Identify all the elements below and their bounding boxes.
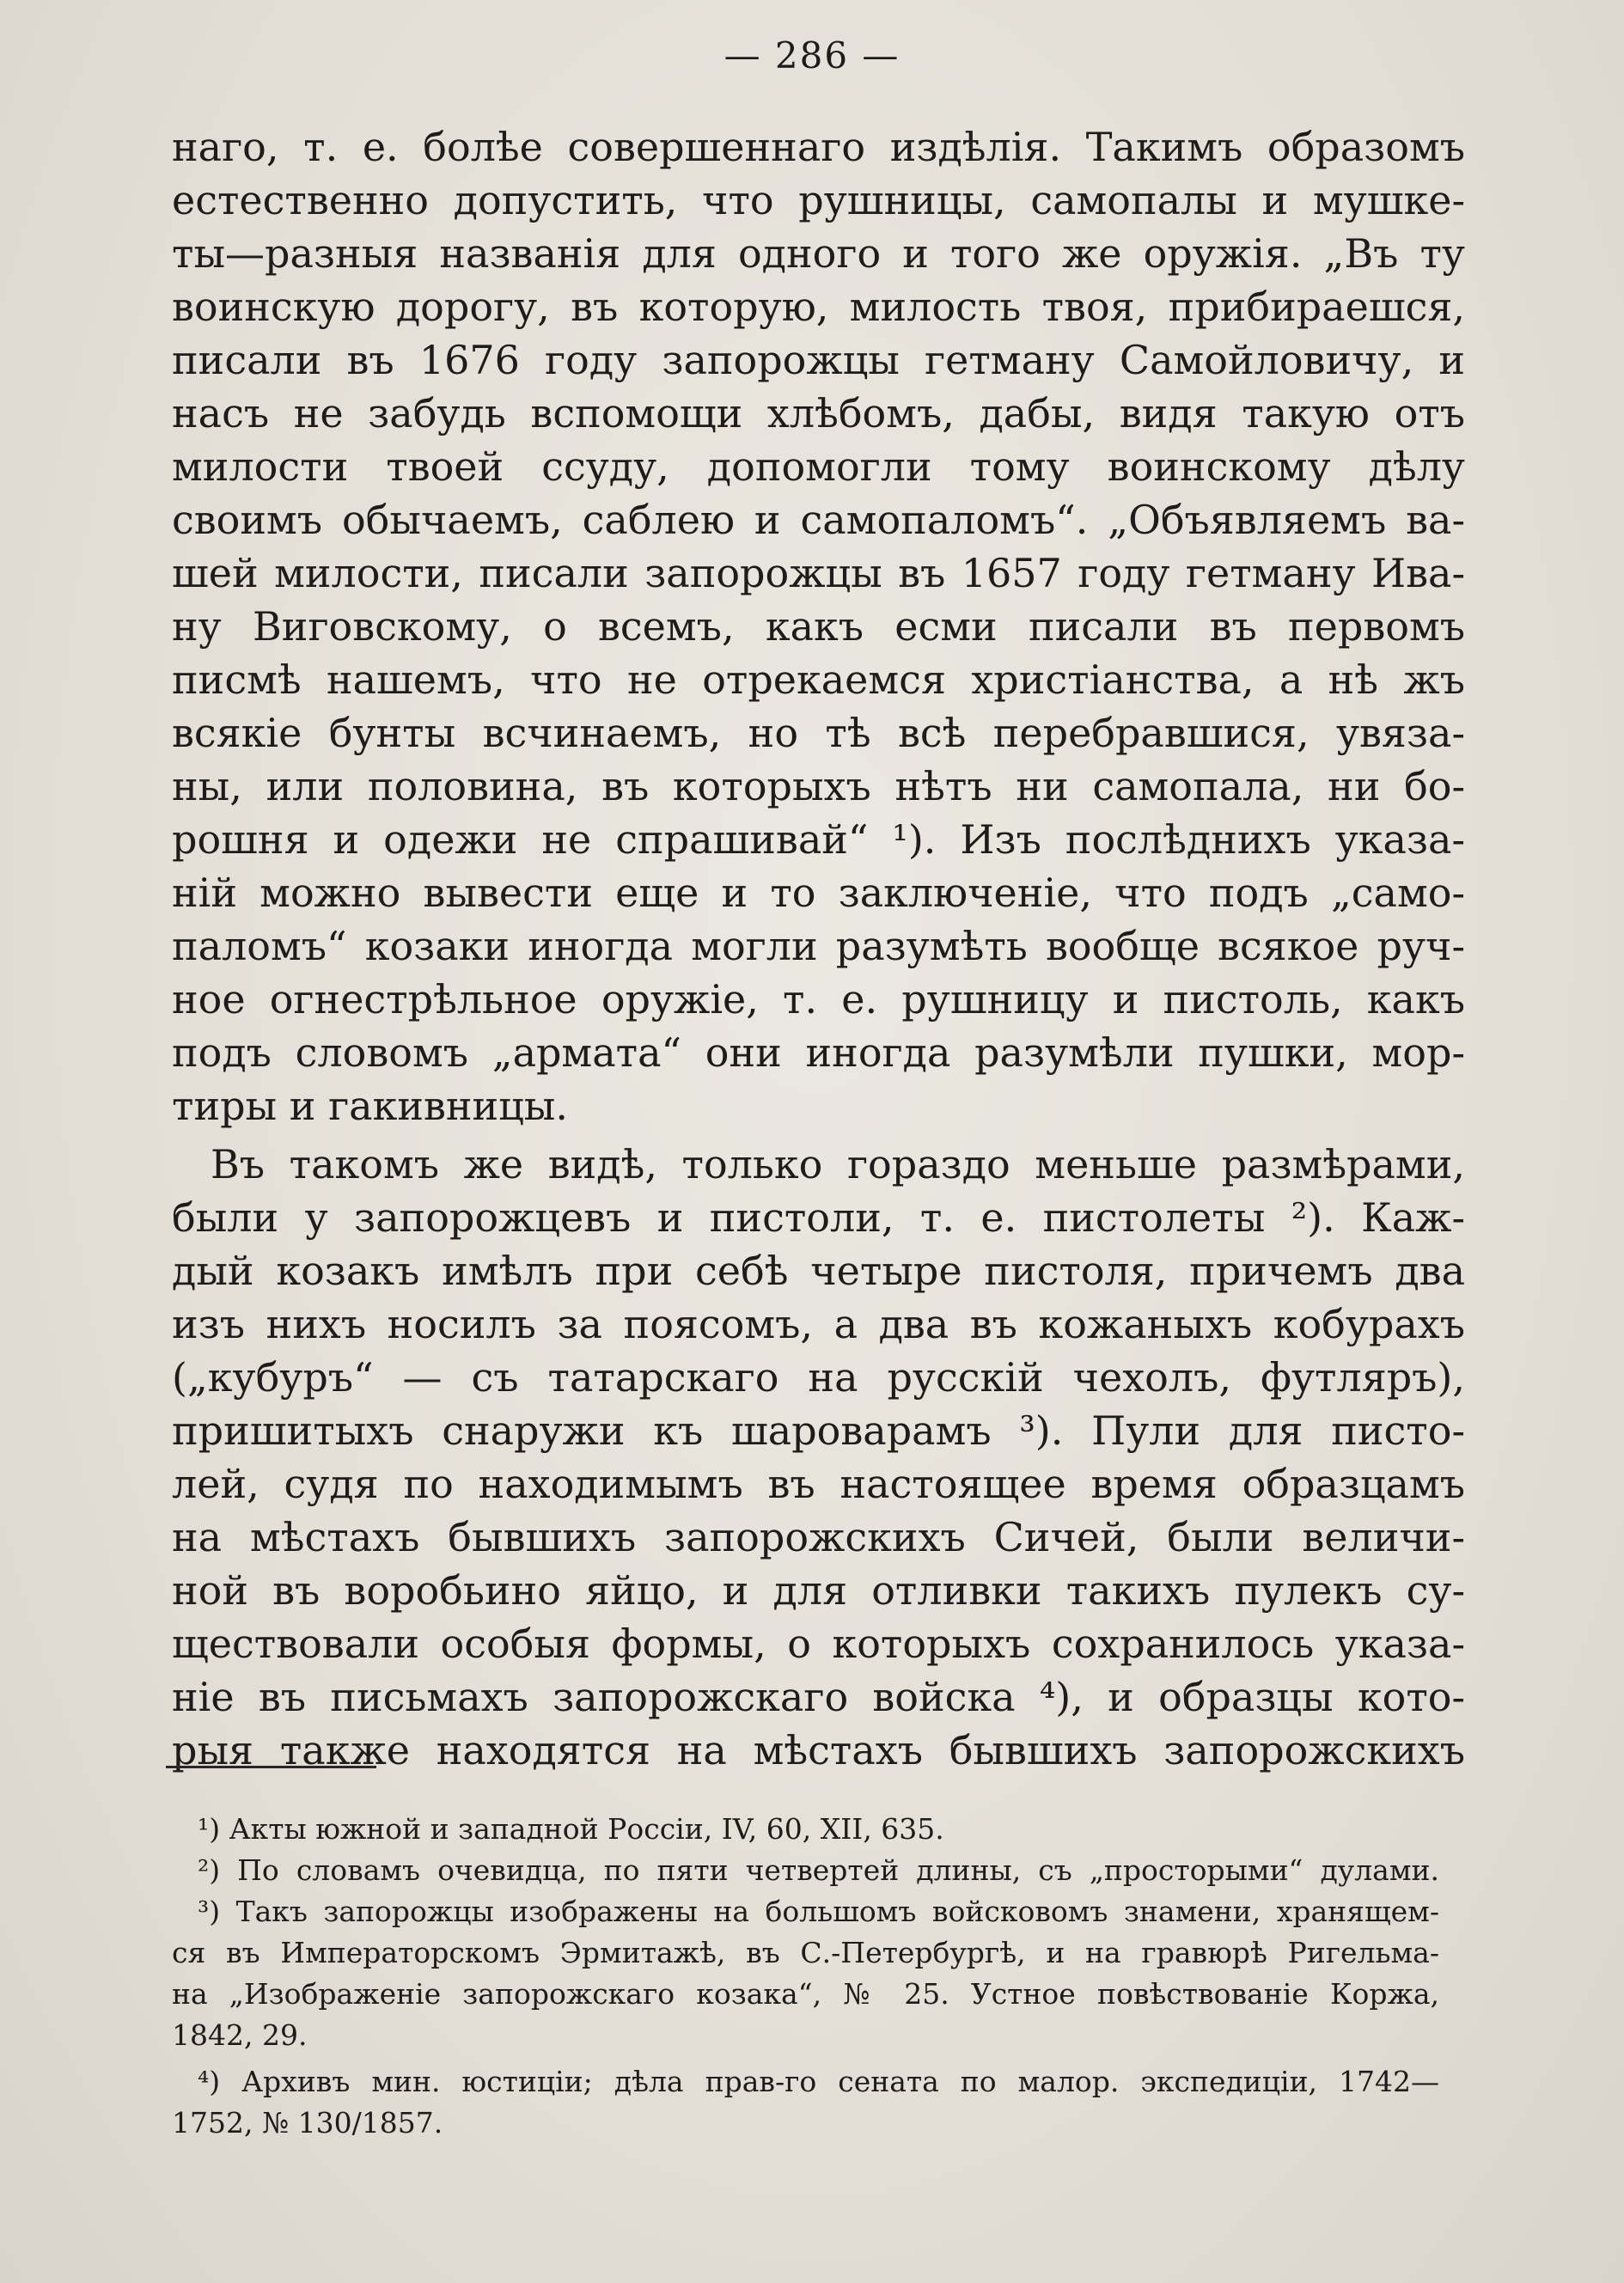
text-line: насъ не забудь вспомощи хлѣбомъ, дабы, видя такую отъ <box>172 390 1465 436</box>
text-line: естественно допустить, что рушницы, самопалы и мушке- <box>172 177 1465 223</box>
page-number: — 286 — <box>723 34 901 76</box>
text-line: подъ словомъ „армата“ они иногда разумѣли пушки, мор- <box>172 1029 1465 1076</box>
text-line: паломъ“ козаки иногда могли разумѣть вообще всякое руч- <box>172 923 1465 969</box>
footnote-4-line: 1752, № 130/1857. <box>172 2106 443 2140</box>
text-line: пришитыхъ снаружи къ шароварамъ ³). Пули для писто- <box>172 1407 1465 1454</box>
footnote-3-line: 1842, 29. <box>172 2018 308 2052</box>
text-line: ніе въ письмахъ запорожскаго войска ⁴), и образцы кото- <box>172 1674 1465 1720</box>
footnote-3: ³) Такъ запорожцы изображены на большомъ войсковомъ знамени, хранящем- <box>198 1895 1439 1928</box>
footnote-3-line: на „Изображеніе запорожскаго козака“, № 25. Устное повѣствованіе Коржа, <box>172 1977 1439 2011</box>
paragraph-first-line: Въ такомъ же видѣ, только гораздо меньше размѣрами, <box>211 1141 1465 1187</box>
footnote-2: ²) По словамъ очевидца, по пяти четвертей длины, съ „просторыми“ дулами. <box>198 1853 1439 1887</box>
text-line: всякіе бунты всчинаемъ, но тѣ всѣ перебравшися, увяза- <box>172 710 1465 756</box>
text-line: на мѣстахъ бывшихъ запорожскихъ Сичей, были величи- <box>172 1514 1465 1560</box>
text-line: („кубуръ“ — съ татарскаго на русскій чехолъ, футляръ), <box>172 1354 1465 1401</box>
text-line: ное огнестрѣльное оружіе, т. е. рушницу и пистоль, какъ <box>172 976 1465 1022</box>
text-line: писали въ 1676 году запорожцы гетману Самойловичу, и <box>172 337 1465 383</box>
text-line: изъ нихъ носилъ за поясомъ, а два въ кожаныхъ кобурахъ <box>172 1301 1465 1347</box>
text-line: тиры и гакивницы. <box>172 1083 569 1129</box>
text-line: ну Виговскому, о всемъ, какъ есми писали въ первомъ <box>172 603 1465 650</box>
text-line: ной въ воробьино яйцо, и для отливки такихъ пулекъ су- <box>172 1567 1465 1614</box>
footnote-3-line: ся въ Императорскомъ Эрмитажѣ, въ С.-Петербургѣ, и на гравюрѣ Ригельма- <box>172 1936 1439 1969</box>
text-line: шей милости, писали запорожцы въ 1657 году гетману Ива- <box>172 550 1465 596</box>
text-line: своимъ обычаемъ, саблею и самопаломъ“. „Объявляемъ ва- <box>172 497 1465 543</box>
footnotes <box>172 1809 1439 2144</box>
text-line: писмѣ нашемъ, что не отрекаемся христіанства, а нѣ жъ <box>172 656 1465 703</box>
text-line: рошня и одежи не спрашивай“ ¹). Изъ послѣднихъ указа- <box>172 816 1465 863</box>
text-line: ществовали особыя формы, о которыхъ сохранилось указа- <box>172 1621 1465 1667</box>
text-line: ны, или половина, въ которыхъ нѣтъ ни самопала, ни бо- <box>172 763 1465 809</box>
footnote-divider <box>166 1766 376 1768</box>
text-line: ній можно вывести еще и то заключеніе, что подъ „само- <box>172 870 1465 916</box>
main-text <box>172 120 1465 1777</box>
text-line: лей, судя по находимымъ въ настоящее время образцамъ <box>172 1461 1465 1507</box>
text-line: дый козакъ имѣлъ при себѣ четыре пистоля, причемъ два <box>172 1248 1465 1294</box>
text-line: милости твоей ссуду, допомогли тому воинскому дѣлу <box>172 443 1465 490</box>
text-line: были у запорожцевъ и пистоли, т. е. пистолеты ²). Каж- <box>172 1194 1465 1241</box>
text-line: воинскую дорогу, въ которую, милость твоя, прибираешся, <box>172 284 1465 330</box>
footnote-1: ¹) Акты южной и западной Россіи, IV, 60, XII, 635. <box>198 1812 944 1846</box>
footnote-4: ⁴) Архивъ мин. юстиціи; дѣла прав-го сената по малор. экспедиціи, 1742— <box>198 2065 1439 2098</box>
text-line: рыя также находятся на мѣстахъ бывшихъ запорожскихъ <box>172 1727 1465 1773</box>
text-line: наго, т. е. болѣе совершеннаго издѣлія. Такимъ образомъ <box>172 124 1465 170</box>
text-line: ты—разныя названія для одного и того же оружія. „Въ ту <box>172 230 1465 277</box>
